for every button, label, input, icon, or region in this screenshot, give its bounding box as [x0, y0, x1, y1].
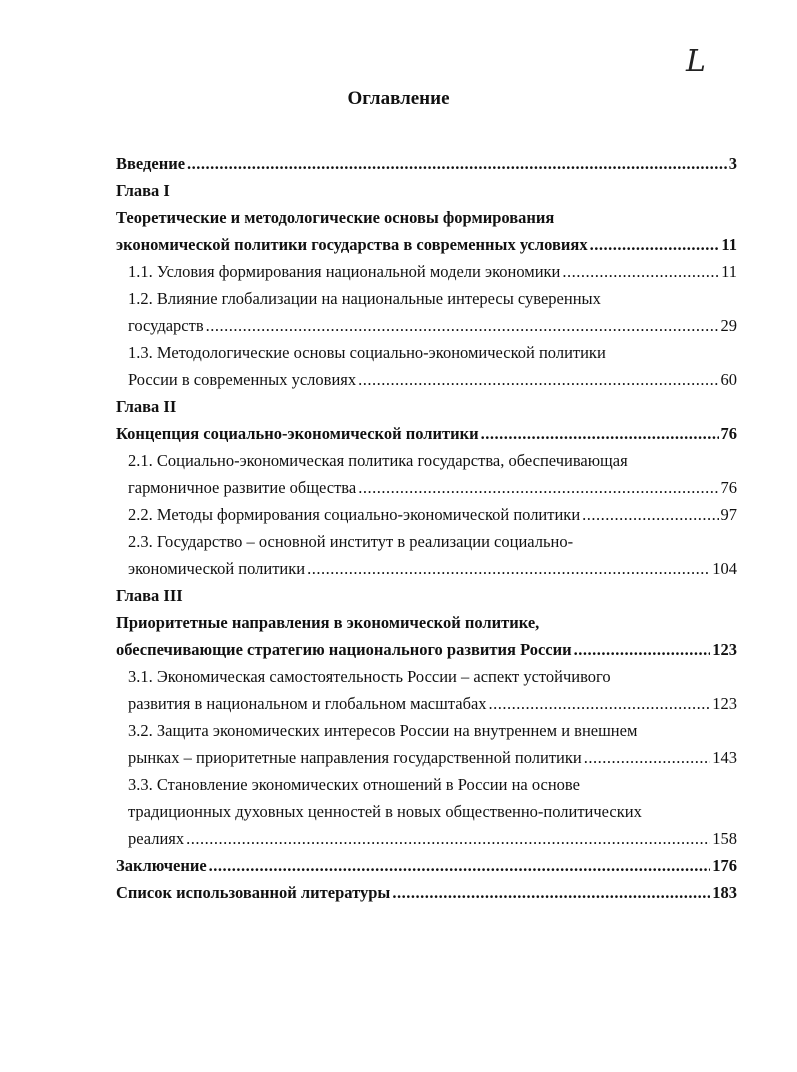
page-title: Оглавление [347, 88, 450, 109]
toc-entry-3-3 [116, 825, 737, 852]
toc-page-number: 76 [720, 478, 737, 497]
chapter-1-label: Глава I [116, 181, 170, 200]
toc-entry-text: экономической политики [128, 559, 306, 578]
leader-dots [489, 690, 711, 717]
toc-entry-chapter-3 [116, 636, 737, 663]
toc-page-number: 60 [720, 370, 737, 389]
toc-entry-2-1 [116, 474, 737, 501]
chapter-1-title-line-1: Теоретические и методологические основы формирования [116, 208, 555, 227]
toc-entry-text: 2.2. Методы формирования социально-экономической политики [128, 505, 581, 524]
toc-entry-3-1-line-1: 3.1. Экономическая самостоятельность России – аспект устойчивого [128, 667, 611, 686]
toc-entry-2-1-line-1: 2.1. Социально-экономическая политика государства, обеспечивающая [128, 451, 628, 470]
toc-entry-text: развития в национальном и глобальном масштабах [128, 694, 487, 713]
toc-entry-3-2 [116, 744, 737, 771]
leader-dots [206, 312, 719, 339]
toc-entry-text: России в современных условиях [128, 370, 357, 389]
toc-page-number: 11 [721, 235, 737, 254]
toc-entry-2-3-line-1: 2.3. Государство – основной институт в реализации социально- [128, 532, 574, 551]
toc-entry-3-3-line-2: традиционных духовных ценностей в новых общественно-политических [128, 802, 642, 821]
toc-entry-chapter-1 [116, 231, 737, 258]
toc-entry-text: гармоничное развитие общества [128, 478, 357, 497]
toc-page-number: 123 [712, 640, 737, 659]
leader-dots [307, 555, 710, 582]
leader-dots [582, 501, 718, 528]
leader-dots [481, 420, 719, 447]
leader-dots [590, 231, 720, 258]
toc-entry-text: Введение [116, 154, 186, 173]
toc-page-number: 123 [712, 694, 737, 713]
leader-dots [209, 852, 711, 879]
chapter-2-label: Глава II [116, 397, 177, 416]
toc-page-number: 176 [712, 856, 737, 875]
toc-page-number: 3 [728, 154, 737, 173]
toc-page-number: 29 [720, 316, 737, 335]
toc-page-number: 97 [720, 505, 737, 524]
toc-entry-conclusion [116, 852, 737, 879]
toc-entry-3-3-line-1: 3.3. Становление экономических отношений в России на основе [128, 775, 580, 794]
toc-entry-2-3 [116, 555, 737, 582]
chapter-3-label: Глава III [116, 586, 183, 605]
toc-entry-text: государств [128, 316, 204, 335]
leader-dots [187, 150, 727, 177]
leader-dots [574, 636, 711, 663]
toc-entry-text: реалиях [128, 829, 185, 848]
toc-entry-1-3-line-1: 1.3. Методологические основы социально-экономической политики [128, 343, 606, 362]
toc-entry-3-2-line-1: 3.2. Защита экономических интересов России на внутреннем и внешнем [128, 721, 638, 740]
table-of-contents [116, 150, 737, 906]
chapter-3-title-line-1: Приоритетные направления в экономической политике, [116, 613, 540, 632]
toc-entry-text: обеспечивающие стратегию национального развития России [116, 640, 572, 659]
toc-entry-chapter-2 [116, 420, 737, 447]
toc-entry-1-2 [116, 312, 737, 339]
toc-entry-text: 1.1. Условия формирования национальной модели экономики [128, 262, 561, 281]
toc-entry-intro [116, 150, 737, 177]
toc-page-number: 183 [712, 883, 737, 902]
toc-entry-2-2 [116, 501, 737, 528]
toc-entry-text: Список использованной литературы [116, 883, 391, 902]
leader-dots [186, 825, 710, 852]
toc-page-number: 11 [721, 262, 737, 281]
leader-dots [358, 366, 718, 393]
toc-page-number: 76 [720, 424, 737, 443]
toc-entry-1-3 [116, 366, 737, 393]
leader-dots [358, 474, 718, 501]
toc-entry-3-1 [116, 690, 737, 717]
toc-entry-text: экономической политики государства в современных условиях [116, 235, 588, 254]
leader-dots [584, 744, 711, 771]
toc-page-number: 104 [712, 559, 737, 578]
leader-dots [392, 879, 710, 906]
toc-page-number: 143 [712, 748, 737, 767]
toc-entry-references [116, 879, 737, 906]
toc-entry-1-2-line-1: 1.2. Влияние глобализации на национальные интересы суверенных [128, 289, 601, 308]
toc-page-number: 158 [712, 829, 737, 848]
toc-entry-1-1 [116, 258, 737, 285]
handwritten-page-mark: L [686, 44, 706, 79]
toc-entry-text: Концепция социально-экономической политики [116, 424, 479, 443]
toc-entry-text: Заключение [116, 856, 207, 875]
toc-entry-text: рынках – приоритетные направления государственной политики [128, 748, 582, 767]
leader-dots [562, 258, 719, 285]
